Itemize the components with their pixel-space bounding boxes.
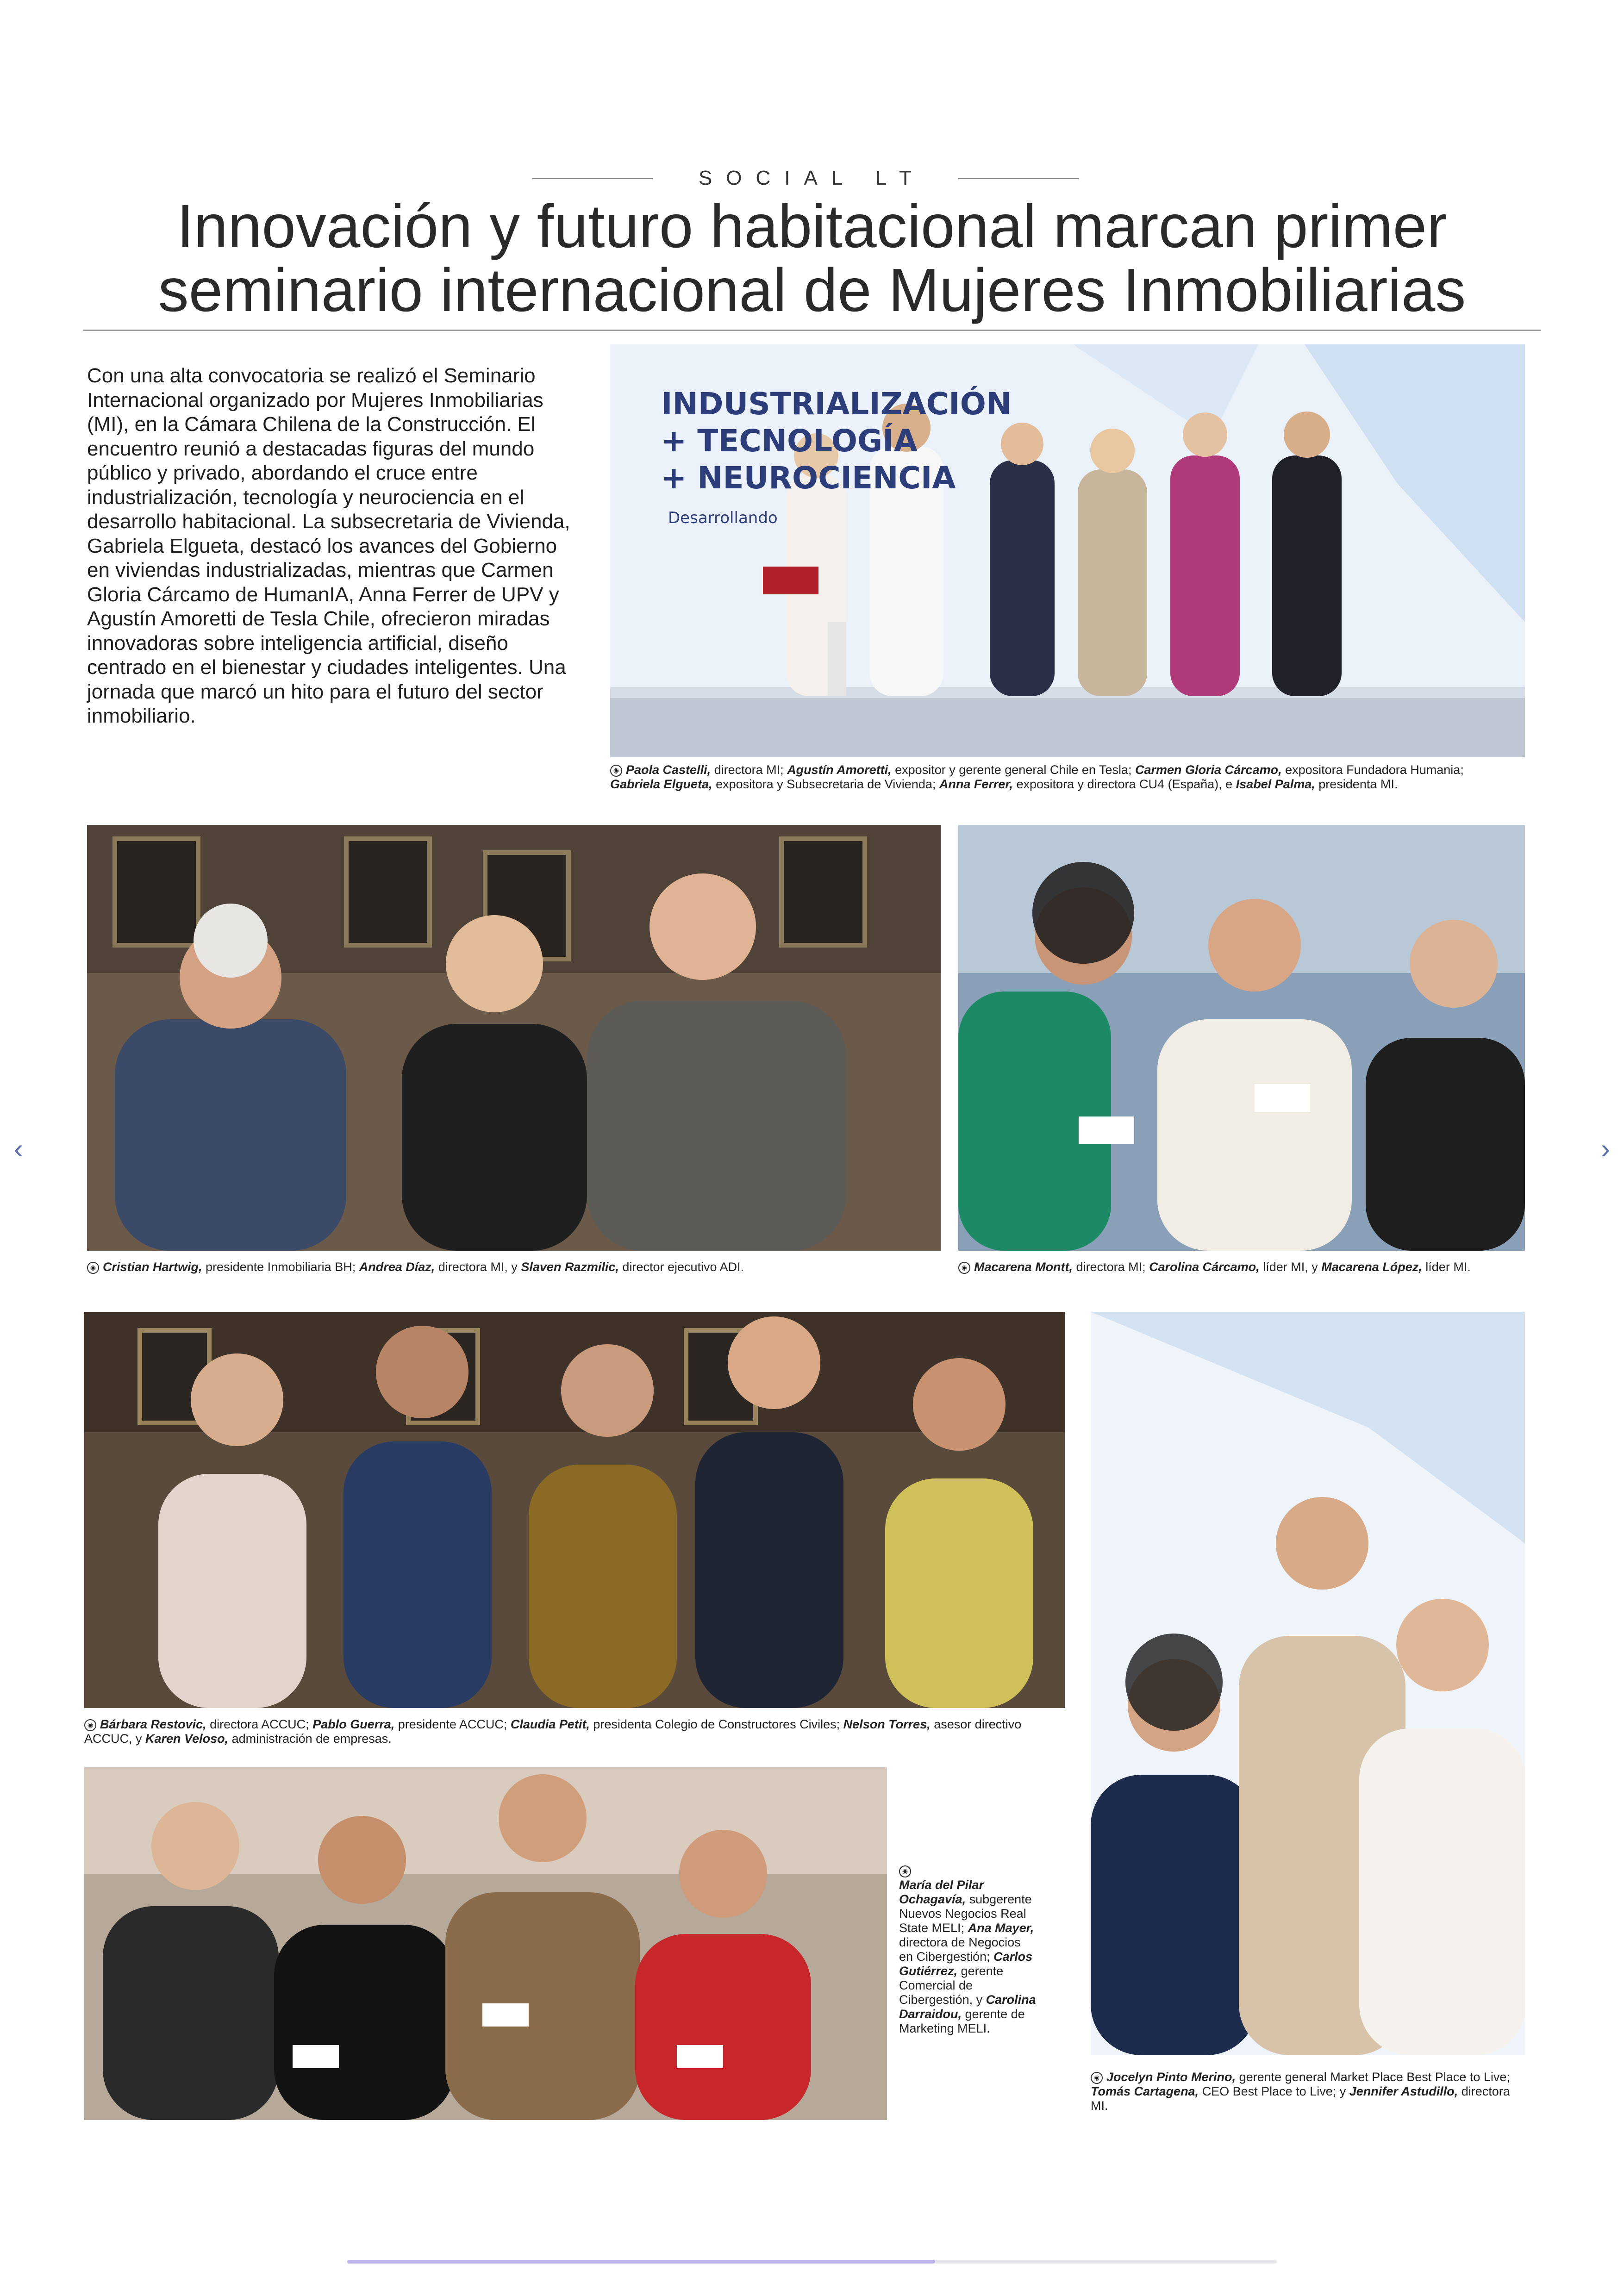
- caption-person-role: directora ACCUC;: [206, 1717, 313, 1731]
- stage-text-line-3: + NEUROCIENCIA: [661, 460, 956, 496]
- caption-person-name: Nelson Torres,: [843, 1717, 931, 1731]
- photo-four-coffee-group: [84, 1767, 887, 2120]
- caption-person-name: Karen Veloso,: [145, 1732, 229, 1746]
- caption-person-role: expositor y gerente general Chile en Tesla;: [891, 763, 1135, 777]
- photo-three-portrait-caption: [1091, 2070, 1525, 2113]
- caption-person-role: subgerente Nuevos Negocios Real State MELI;: [899, 1892, 1032, 1935]
- caption-person-name: Pablo Guerra,: [312, 1717, 395, 1731]
- photo-three-executives: [87, 825, 941, 1251]
- caption-person-role: directora MI;: [1073, 1260, 1149, 1274]
- article-intro: Con una alta convocatoria se realizó el Seminario Internacional organizado por Mujeres Inmobiliarias (MI), en la Cámara Chilena de la Construcción. El encuentro reunió a destacadas figuras del mundo público y privado, abordando el cruce entre industrialización, tecnología y neurociencia en el desarrollo habitacional. La subsecretaria de Vivienda, Gabriela Elgueta, destacó los avances del Gobierno en viviendas industrializadas, mientras que Carmen Gloria Cárcamo de HumanIA, Anna Ferrer de UPV y Agustín Amoretti de Tesla Chile, ofrecieron miradas innovadoras sobre inteligencia artificial, diseño centrado en el bienestar y ciudades inteligentes. Una jornada que marcó un hito para el futuro del sector inmobiliario.: [87, 364, 570, 727]
- caption-person-name: Cristian Hartwig,: [103, 1260, 202, 1274]
- caption-person-name: Jocelyn Pinto Merino,: [1106, 2070, 1236, 2084]
- caption-person-name: Agustín Amoretti,: [787, 763, 892, 777]
- caption-person-role: director ejecutivo ADI.: [618, 1260, 744, 1274]
- caption-person-name: Carolina Cárcamo,: [1149, 1260, 1260, 1274]
- caption-person-name: Carmen Gloria Cárcamo,: [1135, 763, 1282, 777]
- photo-four-coffee-caption: [899, 1864, 1038, 2036]
- caption-person-name: Carolina Darraidou,: [899, 1993, 1036, 2021]
- photo-three-executives-caption: [87, 1260, 941, 1274]
- caption-person-name: Macarena Montt,: [974, 1260, 1073, 1274]
- caption-person-name: Bárbara Restovic,: [100, 1717, 206, 1731]
- caption-person-role: líder MI.: [1422, 1260, 1471, 1274]
- caption-person-name: Paola Castelli,: [626, 763, 711, 777]
- caption-person-role: gerente de Marketing MELI.: [899, 2007, 1025, 2035]
- photo-three-portrait: [1091, 1312, 1525, 2055]
- photo-five-group: [84, 1312, 1065, 1708]
- caption-person-name: Anna Ferrer,: [939, 777, 1013, 791]
- caption-entries: [84, 1717, 1021, 1746]
- caption-person-role: expositora Fundadora Humania;: [1281, 763, 1464, 777]
- photo-five-group-caption: [84, 1717, 1065, 1746]
- camera-icon: ◉: [1091, 2072, 1103, 2084]
- caption-person-role: gerente Comercial de Cibergestión, y: [899, 1964, 1004, 2007]
- headline-line-1: Innovación y futuro habitacional marcan primer: [176, 192, 1448, 260]
- caption-person-role: directora de Negocios en Cibergestión;: [899, 1935, 1021, 1964]
- camera-icon: ◉: [958, 1262, 970, 1274]
- caption-person-name: Tomás Cartagena,: [1091, 2084, 1199, 2098]
- stage-text-line-4: Desarrollando: [668, 509, 778, 527]
- caption-person-name: Isabel Palma,: [1236, 777, 1315, 791]
- camera-icon: ◉: [610, 765, 622, 777]
- caption-entries: [103, 1260, 744, 1274]
- page-title: [83, 194, 1541, 322]
- caption-person-name: Ana Mayer,: [968, 1921, 1034, 1935]
- stage-text-line-1: INDUSTRIALIZACIÓN: [661, 386, 1012, 422]
- photo-three-women-caption: [958, 1260, 1525, 1274]
- caption-person-name: Slaven Razmilic,: [521, 1260, 619, 1274]
- caption-person-role: directora MI.: [1091, 2084, 1510, 2113]
- caption-person-role: presidenta Colegio de Constructores Civiles;: [589, 1717, 843, 1731]
- previous-page-icon[interactable]: ‹: [14, 1133, 23, 1164]
- caption-person-name: Gabriela Elgueta,: [610, 777, 712, 791]
- caption-person-name: Jennifer Astudillo,: [1349, 2084, 1458, 2098]
- caption-person-role: gerente general Market Place Best Place to Live;: [1236, 2070, 1510, 2084]
- caption-person-name: Macarena López,: [1321, 1260, 1422, 1274]
- caption-person-name: Andrea Díaz,: [359, 1260, 435, 1274]
- next-page-icon[interactable]: ›: [1601, 1133, 1610, 1164]
- stage-text-line-2: + TECNOLOGÍA: [661, 423, 918, 459]
- caption-person-name: Claudia Petit,: [510, 1717, 590, 1731]
- headline-line-2: seminario internacional de Mujeres Inmobiliarias: [158, 256, 1466, 324]
- camera-icon: ◉: [84, 1719, 96, 1731]
- photo-stage-speakers: [610, 344, 1525, 757]
- caption-person-role: presidente Inmobiliaria BH;: [202, 1260, 359, 1274]
- caption-person-role: asesor directivo ACCUC, y: [84, 1717, 1022, 1746]
- caption-person-role: administración de empresas.: [228, 1732, 392, 1746]
- caption-entries: [899, 1878, 1036, 2035]
- caption-person-role: CEO Best Place to Live; y: [1199, 2084, 1349, 2098]
- section-label: SOCIAL LT: [698, 167, 926, 189]
- scrollbar-thumb[interactable]: [347, 2260, 935, 2264]
- caption-entries: [1091, 2070, 1510, 2113]
- photo-stage-caption: [610, 763, 1508, 792]
- caption-person-role: expositora y directora CU4 (España), e: [1012, 777, 1236, 791]
- caption-person-role: presidente ACCUC;: [394, 1717, 511, 1731]
- headline-divider: [83, 330, 1541, 331]
- caption-person-role: líder MI, y: [1259, 1260, 1322, 1274]
- photo-three-women-coffee: [958, 825, 1525, 1251]
- caption-person-role: presidenta MI.: [1315, 777, 1398, 791]
- camera-icon: ◉: [87, 1262, 99, 1274]
- caption-entries: [974, 1260, 1471, 1274]
- caption-person-role: expositora y Subsecretaria de Vivienda;: [712, 777, 939, 791]
- caption-person-name: Carlos Gutiérrez,: [899, 1950, 1033, 1978]
- caption-person-name: María del Pilar Ochagavía,: [899, 1878, 984, 1906]
- camera-icon: ◉: [899, 1865, 911, 1877]
- caption-entries: [610, 763, 1464, 791]
- caption-person-role: directora MI;: [711, 763, 787, 777]
- caption-person-role: directora MI, y: [435, 1260, 521, 1274]
